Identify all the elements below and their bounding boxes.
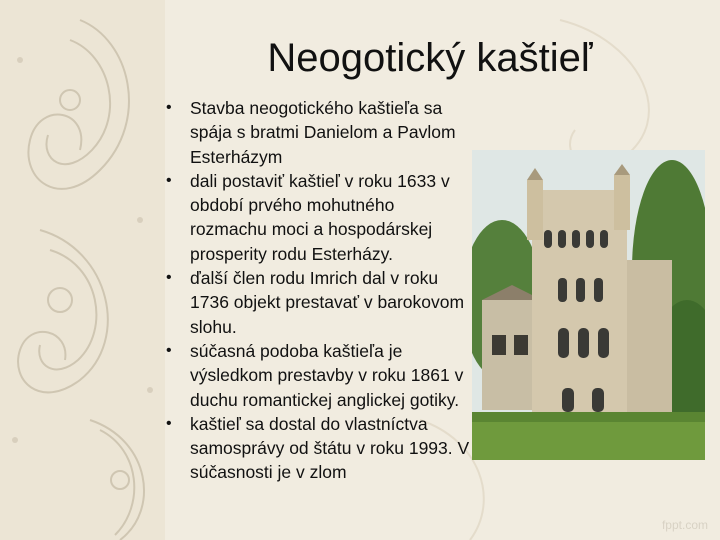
bullet-list: [162, 96, 472, 485]
bullet-item: • súčasná podoba kaštieľa je výsledkom prestavby v roku 1861 v duchu romantickej anglickej gotiky.: [162, 339, 472, 412]
bullet-item: • ďalší člen rodu Imrich dal v roku 1736 objekt prestavať v barokovom slohu.: [162, 266, 472, 339]
slide-title: Neogotický kaštieľ: [267, 36, 593, 80]
watermark: fppt.com: [661, 518, 708, 532]
manor-photo: [472, 150, 705, 460]
bullet-item: • Stavba neogotického kaštieľa sa spája s bratmi Danielom a Pavlom Esterházym: [162, 96, 472, 169]
bullet-item: • dali postaviť kaštieľ v roku 1633 v období prvého mohutného rozmachu moci a hospodárskej prosperity rodu Esterházy.: [162, 169, 472, 266]
paisley-ornament: [0, 0, 165, 540]
bullet-item: • kaštieľ sa dostal do vlastníctva samosprávy od štátu v roku 1993. V súčasnosti je v zlom: [162, 412, 472, 485]
